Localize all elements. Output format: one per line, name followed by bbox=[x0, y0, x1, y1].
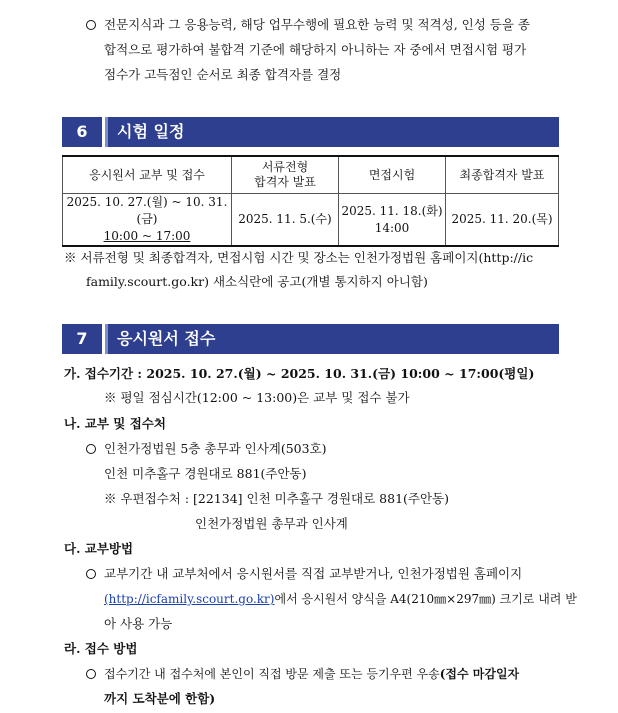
col-header-document-result-l2: 합격자 발표 bbox=[254, 175, 316, 189]
na-line-3: ※ 우편접수처 : [22134] 인천 미추홀구 경원대로 881(주안동) bbox=[104, 491, 450, 506]
da-line-1-text: 교부기간 내 교부처에서 응시원서를 직접 교부받거나, 인천가정법원 홈페이지 bbox=[104, 566, 523, 581]
table-header-row bbox=[63, 156, 559, 194]
ra-line-2: 까지 도착분에 한함) bbox=[104, 691, 216, 706]
table-row bbox=[63, 194, 559, 247]
da-line-2-text: 에서 응시원서 양식을 A4(210㎜×297㎜) 크기로 내려 받 bbox=[274, 592, 577, 606]
cell-interview-time: 14:00 bbox=[374, 220, 410, 235]
ga-heading: 가. 접수기간 : 2025. 10. 27.(월) ~ 2025. 10. 31.(금) 10:00 ~ 17:00(평일) bbox=[64, 366, 535, 381]
intro-line-3: 점수가 고득점인 순서로 최종 합격자를 결정 bbox=[104, 67, 342, 82]
da-line-1 bbox=[86, 566, 522, 582]
ra-line-1 bbox=[86, 666, 519, 682]
col-header-final-result: 최종합격자 발표 bbox=[446, 156, 559, 194]
da-line-3: 아 사용 가능 bbox=[104, 616, 173, 631]
circle-bullet-icon bbox=[86, 669, 96, 679]
ra-line-1-bold: (접수 마감일자 bbox=[439, 667, 520, 681]
da-heading: 다. 교부방법 bbox=[64, 541, 134, 556]
circle-bullet-icon bbox=[86, 569, 96, 579]
ga-note: ※ 평일 점심시간(12:00 ~ 13:00)은 교부 및 접수 불가 bbox=[104, 390, 410, 405]
ra-heading: 라. 접수 방법 bbox=[64, 641, 138, 656]
intro-line-1 bbox=[86, 17, 530, 33]
na-line-1-text: 인천가정법원 5층 총무과 인사계(503호) bbox=[104, 441, 327, 456]
cell-application-time: 10:00 ~ 17:00 bbox=[103, 229, 191, 243]
section-6-title: 시험 일정 bbox=[105, 117, 559, 147]
homepage-link[interactable]: (http://icfamily.scourt.go.kr) bbox=[104, 592, 275, 606]
section-6-header bbox=[62, 117, 559, 147]
na-line-2: 인천 미추홀구 경원대로 881(주안동) bbox=[104, 466, 307, 481]
circle-bullet-icon bbox=[86, 20, 96, 30]
cell-application-period bbox=[63, 194, 232, 247]
cell-final-result: 2025. 11. 20.(목) bbox=[446, 194, 559, 247]
col-header-interview: 면접시험 bbox=[339, 156, 446, 194]
na-heading: 나. 교부 및 접수처 bbox=[64, 416, 166, 431]
section-7-title: 응시원서 접수 bbox=[105, 324, 559, 354]
note6-line-1: ※ 서류전형 및 최종합격자, 면접시험 시간 및 장소는 인천가정법원 홈페이지(http://ic bbox=[64, 250, 534, 265]
note6-line-2: family.scourt.go.kr) 새소식란에 공고(개별 통지하지 아니함) bbox=[86, 274, 428, 289]
col-header-document-result-l1: 서류전형 bbox=[261, 160, 309, 174]
cell-interview bbox=[339, 194, 446, 247]
schedule-table bbox=[62, 155, 559, 247]
na-line-4: 인천가정법원 총무과 인사계 bbox=[195, 516, 348, 531]
section-6-number: 6 bbox=[62, 117, 102, 147]
col-header-application: 응시원서 교부 및 접수 bbox=[63, 156, 232, 194]
cell-document-result: 2025. 11. 5.(수) bbox=[232, 194, 339, 247]
na-line-1 bbox=[86, 441, 327, 457]
intro-line-2: 합적으로 평가하여 불합격 기준에 해당하지 아니하는 자 중에서 면접시험 평가 bbox=[104, 42, 527, 57]
section-7-header bbox=[62, 324, 559, 354]
circle-bullet-icon bbox=[86, 444, 96, 454]
section-7-number: 7 bbox=[62, 324, 102, 354]
da-line-2 bbox=[104, 591, 577, 607]
intro-text-1: 전문지식과 그 응용능력, 해당 업무수행에 필요한 능력 및 적격성, 인성 등을 종 bbox=[104, 17, 530, 32]
cell-interview-date: 2025. 11. 18.(화) bbox=[341, 203, 443, 218]
cell-application-date: 2025. 10. 27.(월) ~ 10. 31.(금) bbox=[66, 195, 228, 226]
ra-line-1-text: 접수기간 내 접수처에 본인이 직접 방문 제출 또는 등기우편 우송 bbox=[104, 667, 440, 681]
col-header-document-result bbox=[232, 156, 339, 194]
